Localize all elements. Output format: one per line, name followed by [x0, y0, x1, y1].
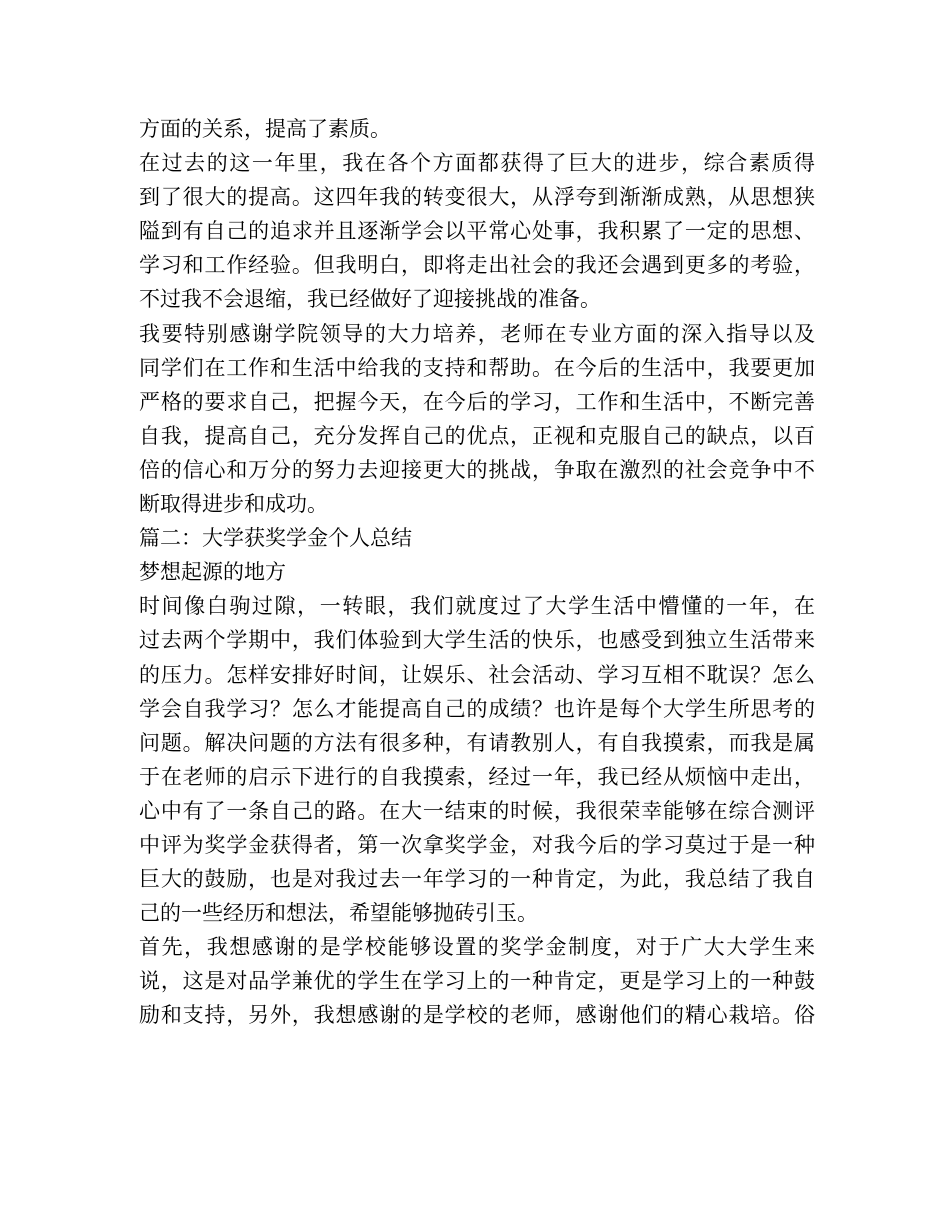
text-line: 说，这是对品学兼优的学生在学习上的一种肯定，更是学习上的一种鼓 [139, 969, 815, 994]
document-body [139, 112, 815, 1033]
text-line: 过去两个学期中，我们体验到大学生活的快乐，也感受到独立生活带来 [139, 628, 815, 653]
text-line: 学会自我学习？怎么才能提高自己的成绩？也许是每个大学生所思考的 [139, 696, 815, 721]
text-line: 到了很大的提高。这四年我的转变很大，从浮夸到渐渐成熟，从思想狭 [139, 185, 815, 210]
text-line: 倍的信心和万分的努力去迎接更大的挑战，争取在激烈的社会竞争中不 [139, 457, 815, 482]
text-line: 于在老师的启示下进行的自我摸索，经过一年，我已经从烦恼中走出， [139, 764, 815, 789]
text-line: 我要特别感谢学院领导的大力培养，老师在专业方面的深入指导以及 [139, 321, 815, 346]
section-subheading: 梦想起源的地方 [139, 560, 286, 585]
text-line: 时间像白驹过隙，一转眼，我们就度过了大学生活中懵懂的一年，在 [139, 594, 815, 619]
text-line: 在过去的这一年里，我在各个方面都获得了巨大的进步，综合素质得 [139, 151, 815, 176]
text-line: 隘到有自己的追求并且逐渐学会以平常心处事，我积累了一定的思想、 [139, 219, 815, 244]
section-heading: 篇二：大学获奖学金个人总结 [139, 526, 412, 551]
text-line: 中评为奖学金获得者，第一次拿奖学金，对我今后的学习莫过于是一种 [139, 832, 815, 857]
text-line: 的压力。怎样安排好时间，让娱乐、社会活动、学习互相不耽误？怎么 [139, 662, 815, 687]
text-line: 学习和工作经验。但我明白，即将走出社会的我还会遇到更多的考验， [139, 253, 815, 278]
text-line: 严格的要求自己，把握今天，在今后的学习，工作和生活中，不断完善 [139, 389, 815, 414]
text-line: 首先，我想感谢的是学校能够设置的奖学金制度，对于广大大学生来 [139, 935, 815, 960]
text-line: 巨大的鼓励，也是对我过去一年学习的一种肯定，为此，我总结了我自 [139, 867, 815, 892]
text-line: 方面的关系，提高了素质。 [139, 117, 391, 141]
text-line: 心中有了一条自己的路。在大一结束的时候，我很荣幸能够在综合测评 [139, 798, 815, 823]
text-line: 己的一些经历和想法，希望能够抛砖引玉。 [139, 901, 538, 926]
text-line: 断取得进步和成功。 [139, 492, 328, 517]
text-line: 不过我不会退缩，我已经做好了迎接挑战的准备。 [139, 287, 601, 312]
text-line: 问题。解决问题的方法有很多种，有请教别人，有自我摸索，而我是属 [139, 730, 815, 755]
text-line: 自我，提高自己，充分发挥自己的优点，正视和克服自己的缺点，以百 [139, 423, 815, 448]
text-line: 同学们在工作和生活中给我的支持和帮助。在今后的生活中，我要更加 [139, 355, 815, 380]
text-line: 励和支持，另外，我想感谢的是学校的老师，感谢他们的精心栽培。俗 [139, 1003, 815, 1028]
